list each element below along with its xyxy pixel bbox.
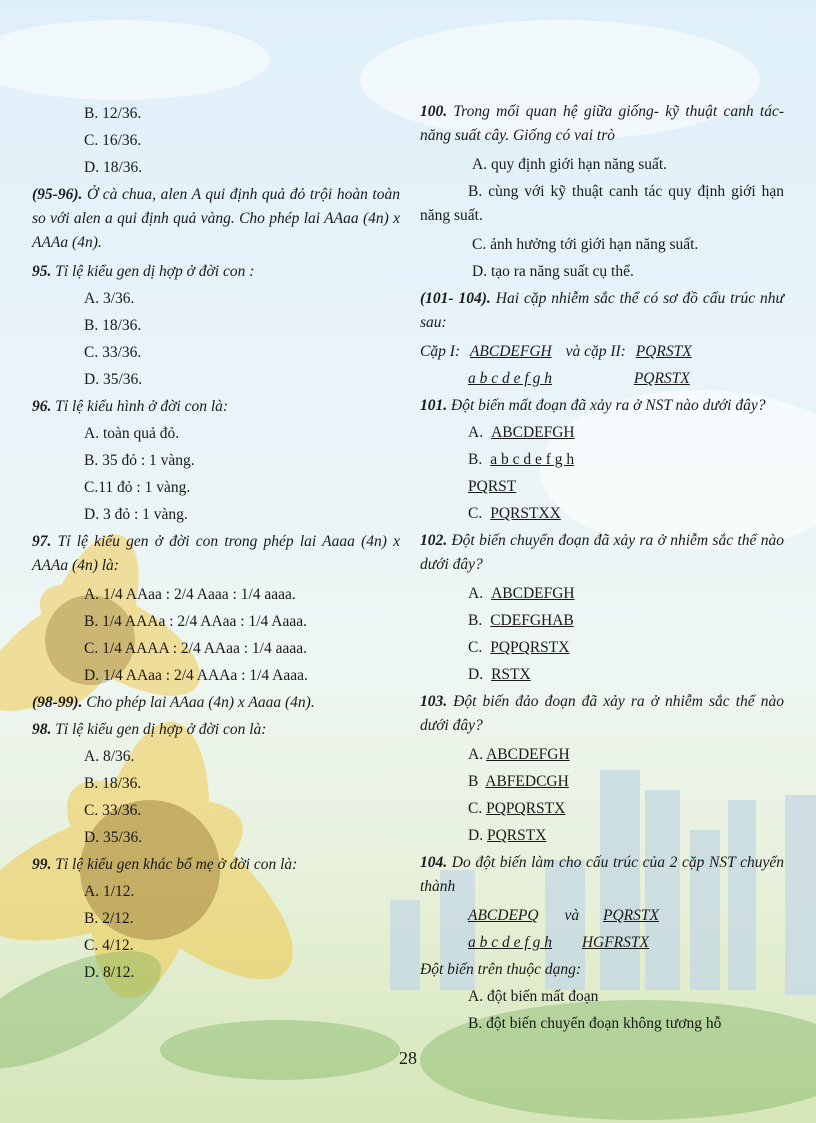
q99-option-c: C. 4/12.: [84, 937, 134, 954]
q95-option-d: D. 35/36.: [84, 371, 143, 388]
pair-1-top-sequence: ABCDEFGH: [469, 343, 552, 360]
q99-option-a: A. 1/12.: [84, 883, 135, 900]
right-column: [420, 100, 784, 1037]
q101-option-c-value: PQRSTXX: [490, 505, 561, 522]
q104-result-row-1: [420, 902, 784, 929]
q101-option-a-value: ABCDEFGH: [491, 424, 575, 441]
question-102-number: 102.: [420, 532, 448, 549]
question-104-number: 104.: [420, 854, 448, 871]
pair-2-top-sequence: PQRSTX: [635, 343, 692, 360]
question-97-text: Tỉ lệ kiểu gen ở đời con trong phép lai Aaaa (4n) x AAAa (4n) là:: [32, 533, 400, 574]
question-101-number: 101.: [420, 397, 448, 414]
q98-option-c: C. 33/36.: [84, 802, 142, 819]
q101-option-b-value: a b c d e f g h: [490, 451, 575, 468]
question-100-text: Trong mối quan hệ giữa giống- kỹ thuật canh tác- năng suất cây. Giống có vai trò: [420, 103, 784, 144]
q102-option-b-letter: B.: [468, 612, 483, 629]
question-96-text: Tỉ lệ kiểu hình ở đời con là:: [51, 398, 229, 415]
q102-option-a-value: ABCDEFGH: [491, 585, 575, 602]
q102-option-c: [420, 634, 784, 661]
question-103-number: 103.: [420, 693, 448, 710]
q102-option-b: [420, 607, 784, 634]
q104-option-b: B. đột biến chuyển đoạn không tương hỗ: [468, 1015, 722, 1032]
question-96-number: 96.: [32, 398, 52, 415]
q102-option-a-letter: A.: [468, 585, 484, 602]
q103-option-a-letter: A.: [468, 746, 484, 763]
q103-option-a: [420, 741, 784, 768]
group-101-104-text: Hai cặp nhiễm sắc thể có sơ đồ cấu trúc như sau:: [420, 290, 784, 331]
question-103-text: Đột biến đảo đoạn đã xảy ra ở nhiễm sắc thể nào dưới đây?: [420, 693, 784, 734]
question-101-text: Đột biến mất đoạn đã xảy ra ở NST nào dưới đây?: [447, 397, 766, 414]
question-95: [32, 258, 400, 285]
question-95-number: 95.: [32, 263, 52, 280]
q102-option-b-value: CDEFGHAB: [490, 612, 574, 629]
question-100: [420, 100, 784, 148]
page-number: 28: [399, 1048, 417, 1068]
question-99: [32, 851, 400, 878]
q103-option-c-value: PQPQRSTX: [486, 800, 566, 817]
q103-option-b: [420, 768, 784, 795]
q103-option-b-letter: B: [468, 773, 479, 790]
q94-option-d: D. 18/36.: [84, 159, 143, 176]
q100-option-b: B. cùng với kỹ thuật canh tác quy định giới hạn năng suất.: [420, 183, 784, 224]
q99-option-d: D. 8/12.: [84, 964, 135, 981]
q100-option-a: A. quy định giới hạn năng suất.: [472, 156, 668, 173]
pair-conjunction: và cặp II:: [565, 343, 626, 360]
q103-option-c-letter: C.: [468, 800, 483, 817]
group-95-96-label: (95-96).: [32, 186, 83, 203]
q103-option-a-value: ABCDEFGH: [486, 746, 570, 763]
group-95-96-text: Ở cà chua, alen A qui định quả đỏ trội hoàn toàn so với alen a qui định quả vàng. Cho phép lai AAaa (4n) x AAAa (4n).: [32, 186, 400, 251]
q98-option-a: A. 8/36.: [84, 748, 135, 765]
group-98-99-stem: [32, 689, 400, 716]
q100-option-c: C. ảnh hưởng tới giới hạn năng suất.: [472, 236, 699, 253]
q96-option-d: D. 3 đỏ : 1 vàng.: [84, 506, 188, 523]
question-99-text: Tỉ lệ kiểu gen khác bố mẹ ở đời con là:: [51, 856, 298, 873]
question-96: [32, 393, 400, 420]
q99-option-b: B. 2/12.: [84, 910, 134, 927]
question-102-text: Đột biến chuyển đoạn đã xảy ra ở nhiễm sắc thể nào dưới đây?: [420, 532, 784, 573]
q98-option-b: B. 18/36.: [84, 775, 142, 792]
q96-option-c: C.11 đỏ : 1 vàng.: [84, 479, 191, 496]
pair-2-bottom-sequence: PQRSTX: [633, 370, 690, 387]
q103-option-d-letter: D.: [468, 827, 484, 844]
q101-option-c: [420, 500, 784, 527]
q101-option-a: [420, 419, 784, 446]
q102-option-d-letter: D.: [468, 666, 484, 683]
q101-option-b: [420, 446, 784, 473]
q96-option-b: B. 35 đỏ : 1 vàng.: [84, 452, 195, 469]
q96-option-a: A. toàn quả đỏ.: [84, 425, 180, 442]
q104-row-2-sequence-b: HGFRSTX: [581, 934, 649, 951]
q97-option-c: C. 1/4 AAAA : 2/4 AAaa : 1/4 aaaa.: [84, 640, 307, 657]
q103-option-d: [420, 822, 784, 849]
q104-option-a: A. đột biến mất đoạn: [468, 988, 599, 1005]
q101-extra-value: PQRST: [468, 478, 517, 495]
q94-option-c: C. 16/36.: [84, 132, 142, 149]
q101-option-a-letter: A.: [468, 424, 484, 441]
q95-option-b: B. 18/36.: [84, 317, 142, 334]
question-98: [32, 716, 400, 743]
q104-row-1-sequence-a: ABCDEPQ: [468, 907, 539, 924]
question-104-text: Do đột biến làm cho cấu trúc của 2 cặp NST chuyển thành: [420, 854, 784, 895]
q102-option-a: [420, 580, 784, 607]
question-95-text: Tỉ lệ kiểu gen dị hợp ở đời con :: [51, 263, 255, 280]
question-98-number: 98.: [32, 721, 52, 738]
pair-1-bottom-sequence: a b c d e f g h: [468, 370, 552, 387]
question-98-text: Tỉ lệ kiểu gen dị hợp ở đời con là:: [51, 721, 267, 738]
q104-row-2-sequence-a: a b c d e f g h: [468, 934, 552, 951]
question-100-number: 100.: [420, 103, 448, 120]
q104-row-1-sequence-b: PQRSTX: [603, 907, 659, 924]
question-101: [420, 392, 784, 419]
question-102: [420, 529, 784, 577]
q102-option-d-value: RSTX: [491, 666, 531, 683]
q100-option-d: D. tạo ra năng suất cụ thể.: [472, 263, 634, 280]
q102-option-d: [420, 661, 784, 688]
question-97-number: 97.: [32, 533, 52, 550]
q104-tail-text: Đột biến trên thuộc dạng:: [420, 961, 582, 978]
q98-option-d: D. 35/36.: [84, 829, 143, 846]
group-95-96-stem: [32, 183, 400, 255]
q103-option-d-value: PQRSTX: [486, 827, 547, 844]
q103-option-c: [420, 795, 784, 822]
q101-option-b-letter: B.: [468, 451, 483, 468]
question-103: [420, 690, 784, 738]
q101-extra-line: [420, 473, 784, 500]
group-98-99-text: Cho phép lai AAaa (4n) x Aaaa (4n).: [82, 694, 315, 711]
question-97: [32, 530, 400, 578]
q95-option-a: A. 3/36.: [84, 290, 135, 307]
chromosome-pairs-row-1: [420, 338, 784, 365]
q97-option-a: A. 1/4 AAaa : 2/4 Aaaa : 1/4 aaaa.: [84, 586, 296, 603]
q102-option-c-value: PQPQRSTX: [490, 639, 570, 656]
q101-option-c-letter: C.: [468, 505, 483, 522]
pair-1-label: Cặp I:: [420, 343, 461, 360]
q97-option-b: B. 1/4 AAAa : 2/4 AAaa : 1/4 Aaaa.: [84, 613, 307, 630]
group-101-104-stem: [420, 287, 784, 335]
q103-option-b-value: ABFEDCGH: [485, 773, 569, 790]
q104-row-1-conjunction: và: [564, 907, 580, 924]
question-99-number: 99.: [32, 856, 52, 873]
chromosome-pairs-row-2: [420, 365, 784, 392]
q104-result-row-2: [420, 929, 784, 956]
group-101-104-label: (101- 104).: [420, 290, 491, 307]
group-98-99-label: (98-99).: [32, 694, 83, 711]
question-104: [420, 851, 784, 899]
q102-option-c-letter: C.: [468, 639, 483, 656]
q95-option-c: C. 33/36.: [84, 344, 142, 361]
q97-option-d: D. 1/4 AAaa : 2/4 AAAa : 1/4 Aaaa.: [84, 667, 308, 684]
q94-option-b: B. 12/36.: [84, 105, 142, 122]
left-column: [32, 100, 400, 986]
